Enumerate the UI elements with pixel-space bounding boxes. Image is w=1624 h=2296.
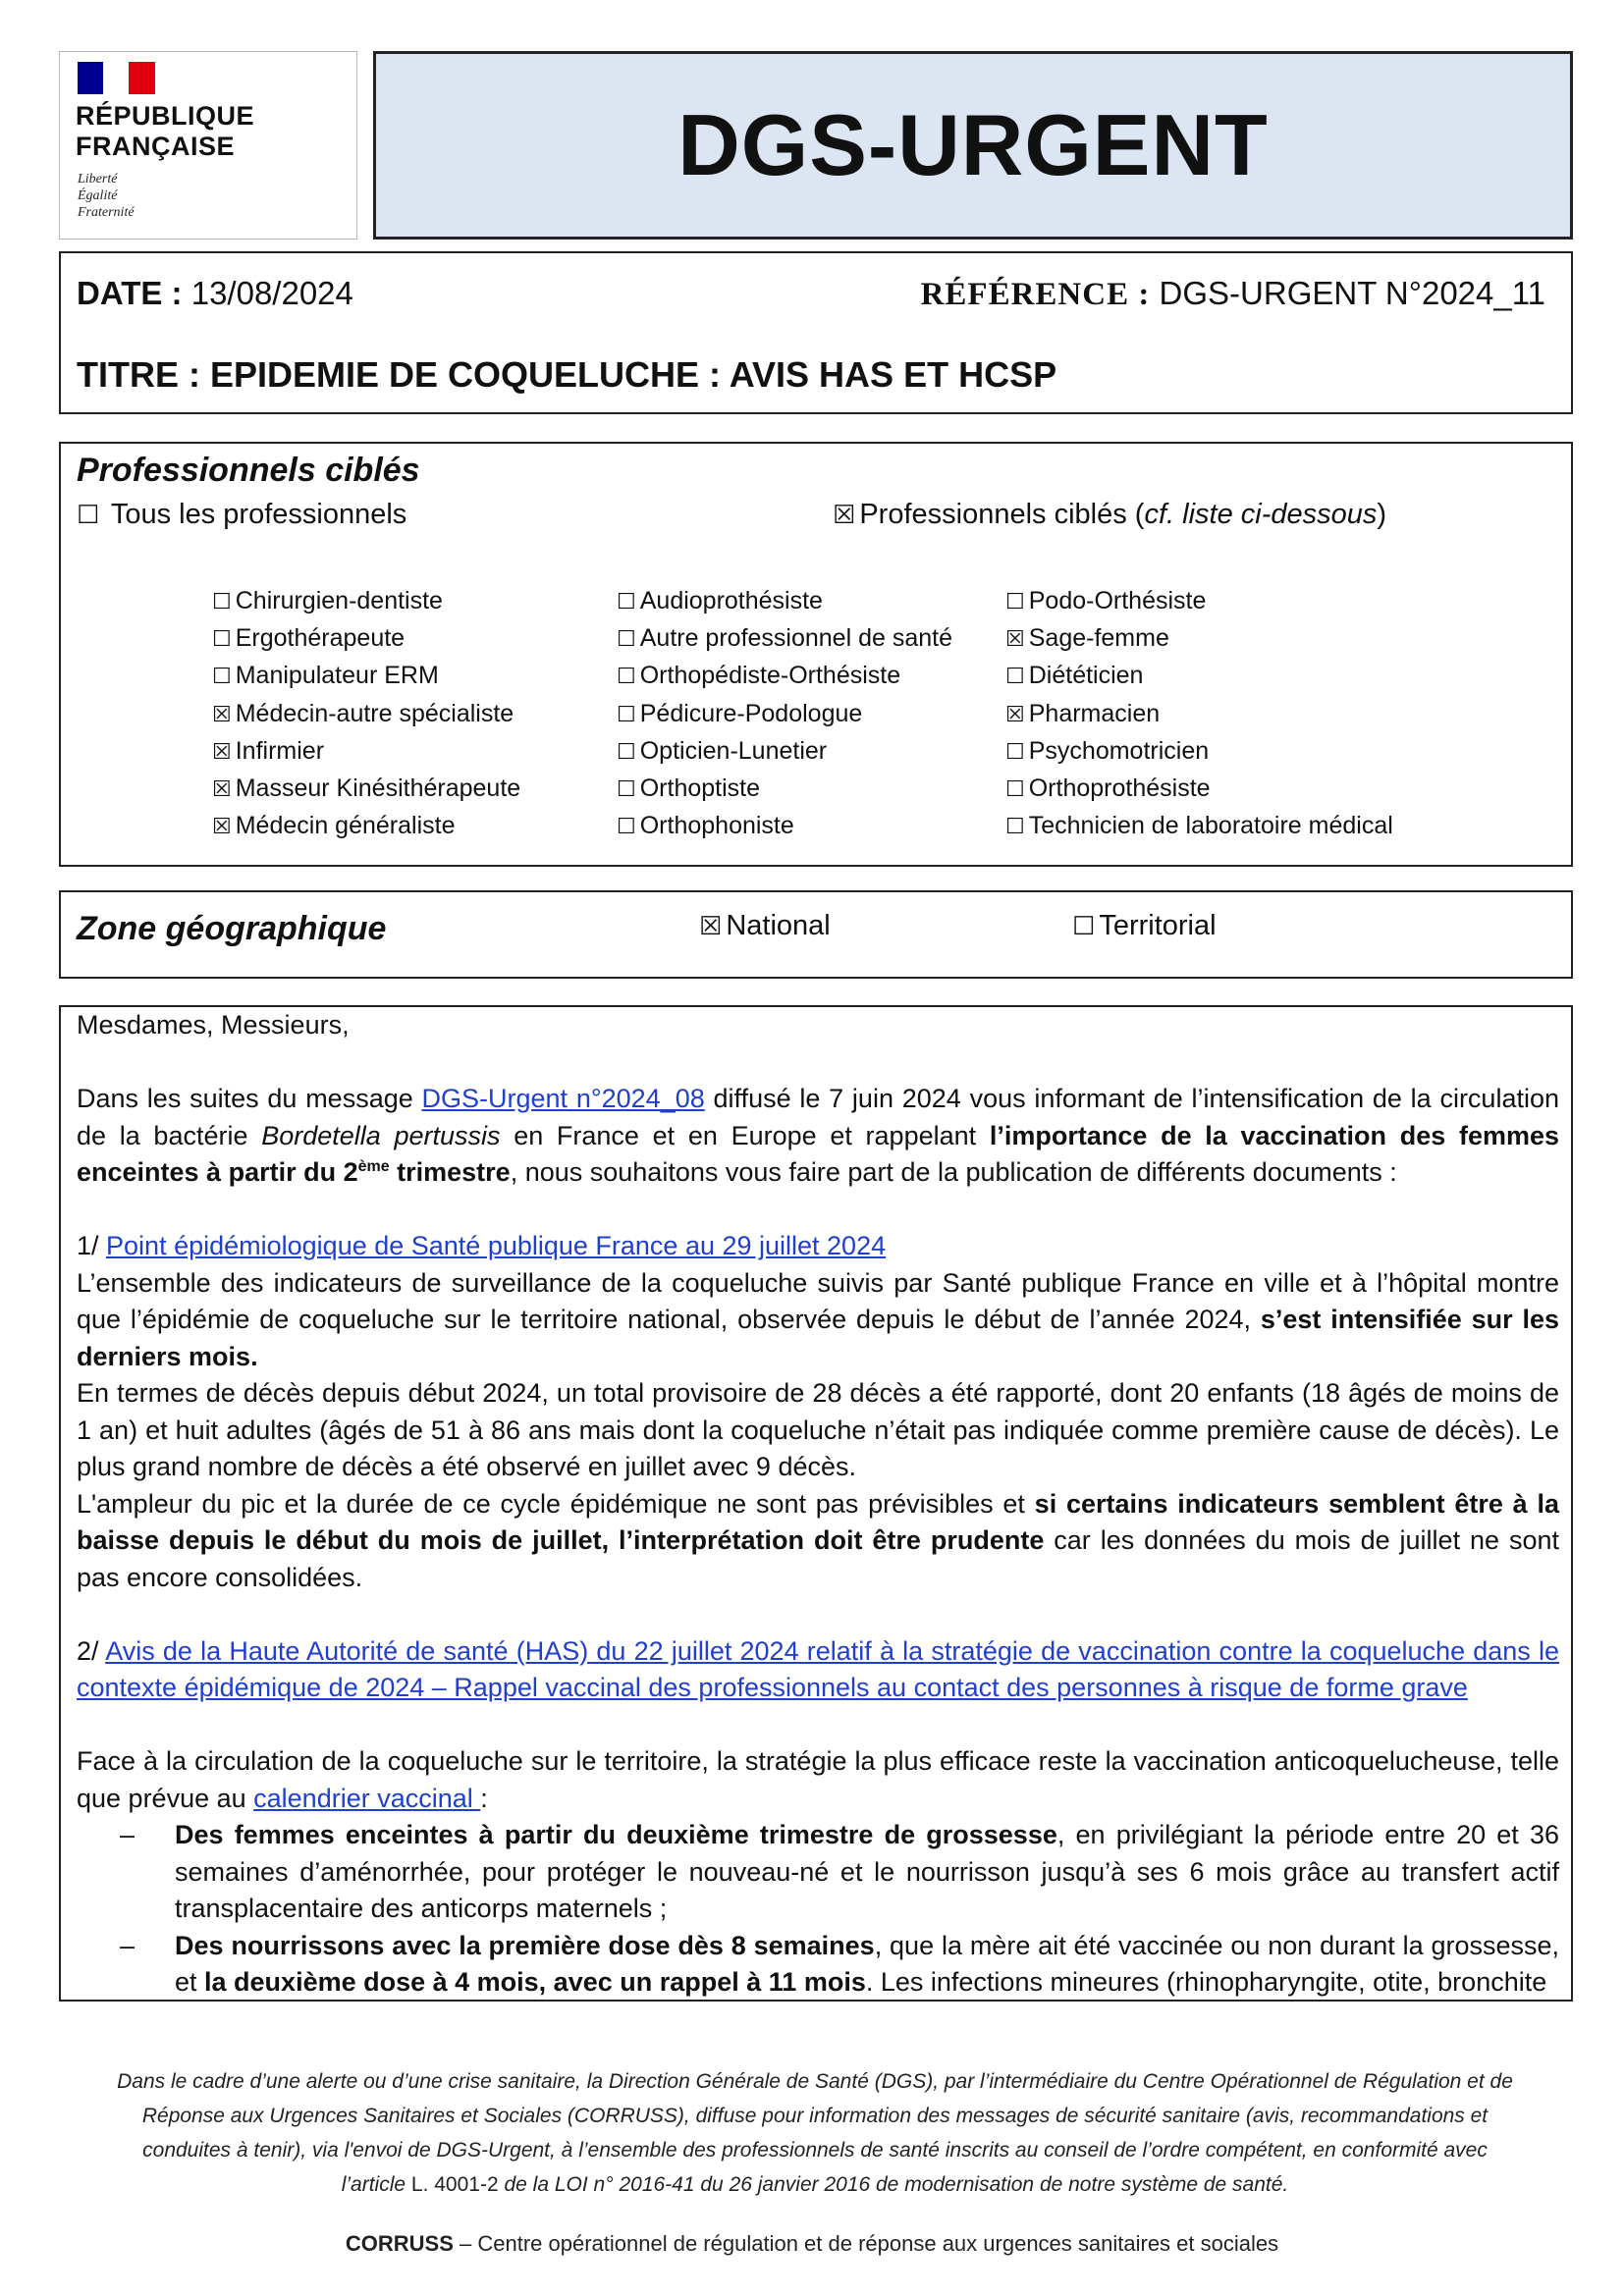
- option-label: Professionnels ciblés (: [859, 499, 1145, 530]
- profession-item: [212, 696, 520, 733]
- profession-item: [1005, 808, 1393, 845]
- profession-label: Diététicien: [1028, 662, 1144, 690]
- profession-item: [617, 583, 952, 620]
- logo-line-2: FRANÇAISE: [76, 132, 236, 161]
- profession-label: Médecin-autre spécialiste: [235, 699, 514, 727]
- avis-has-link[interactable]: Avis de la Haute Autorité de santé (HAS) du 22 juillet 2024 relatif à la stratégie de vaccination contre la coqueluche dans le contexte épidémique de 2024 – Rappel vaccinal des professionnels au contact des personnes à risque de forme grave: [77, 1635, 1560, 1702]
- checkbox-unchecked-icon: ☐: [1005, 739, 1025, 765]
- profession-item: [617, 696, 952, 733]
- option-label-close: ): [1377, 499, 1387, 530]
- checkbox-unchecked-icon: ☐: [1005, 590, 1025, 614]
- profession-label: Opticien-Lunetier: [639, 736, 828, 765]
- date-line: [77, 275, 353, 312]
- profession-item: [617, 620, 952, 658]
- footer-disclaimer: [108, 2064, 1522, 2202]
- checkbox-unchecked-icon: ☐: [617, 590, 636, 614]
- option-territorial: [1072, 910, 1217, 942]
- profession-label: Orthoptiste: [639, 774, 761, 803]
- document-title: TITRE : EPIDEMIE DE COQUELUCHE : AVIS HAS ET HCSP: [77, 354, 1057, 395]
- profession-item: [1005, 583, 1393, 620]
- intro-paragraph: [77, 1081, 1559, 1192]
- checkbox-checked-icon: ☒: [212, 815, 232, 840]
- section-number: 2/: [77, 1635, 106, 1666]
- section-1-paragraph-2: En termes de décès depuis début 2024, un total provisoire de 28 décès a été rapporté, dont 20 enfants (18 âgés de moins de 1 an) et huit adultes (âgés de 51 à 86 ans mais dont la coqueluche n’était pas indiquée comme première cause de décès). Le plus grand nombre de décès a été observé en juillet avec 9 décès.: [77, 1378, 1559, 1481]
- reference-value: DGS-URGENT N°2024_11: [1159, 275, 1545, 311]
- corruss-acronym: CORRUSS: [345, 2231, 454, 2256]
- profession-label: Technicien de laboratoire médical: [1028, 812, 1393, 840]
- checkbox-unchecked-icon: ☐: [212, 627, 232, 653]
- profession-item: [1005, 658, 1393, 695]
- checkbox-unchecked-icon: ☐: [617, 627, 636, 653]
- emphasis: trimestre: [389, 1157, 511, 1187]
- checkbox-unchecked-icon: ☐: [1005, 777, 1025, 803]
- section-1-paragraph-1: [77, 1265, 1559, 1376]
- emphasis: s’est intensifiée sur les derniers mois.: [77, 1305, 1560, 1371]
- profession-item: [617, 733, 952, 771]
- checkbox-unchecked-icon: ☐: [1072, 912, 1096, 941]
- zone-box: [59, 890, 1573, 979]
- text: , que la mère ait été vaccinée ou non durant la grossesse, et: [175, 1930, 1559, 1997]
- profession-label: Chirurgien-dentiste: [235, 587, 443, 614]
- professions-column-2: [617, 583, 952, 845]
- article-reference: L. 4001-2: [410, 2173, 499, 2196]
- profession-label: Ergothérapeute: [235, 624, 406, 653]
- message-body-box: [59, 1005, 1573, 2002]
- checkbox-checked-icon: ☒: [212, 702, 232, 727]
- profession-label: Autre professionnel de santé: [639, 624, 952, 653]
- checkbox-unchecked-icon: ☐: [1005, 665, 1025, 690]
- corruss-description: – Centre opérationnel de régulation et de réponse aux urgences sanitaires et sociales: [453, 2231, 1279, 2256]
- checkbox-checked-icon: ☒: [833, 501, 856, 530]
- checkbox-unchecked-icon: ☐: [1005, 815, 1025, 840]
- message-body: [77, 1007, 1559, 2002]
- professionnels-box: [59, 442, 1573, 867]
- republique-francaise-logo: [59, 51, 357, 240]
- superscript: ème: [357, 1158, 390, 1175]
- profession-label: Sage-femme: [1028, 624, 1169, 653]
- profession-item: [212, 733, 520, 771]
- checkbox-unchecked-icon: ☐: [617, 815, 636, 840]
- profession-label: Audioprothésiste: [639, 587, 823, 614]
- text: L'ampleur du pic et la durée de ce cycle épidémique ne sont pas prévisibles et: [77, 1488, 1035, 1519]
- emphasis: Des nourrissons avec la première dose dès 8 semaines: [175, 1930, 875, 1960]
- checkbox-unchecked-icon: ☐: [212, 665, 232, 690]
- checkbox-unchecked-icon: ☐: [617, 777, 636, 803]
- professionnels-title: Professionnels ciblés: [77, 452, 420, 489]
- profession-label: Psychomotricien: [1028, 736, 1210, 765]
- logo-motto-2: Égalité: [78, 188, 118, 203]
- text: L’ensemble des indicateurs de surveillance de la coqueluche suivis par Santé publique France en ville et à l’hôpital montre que l’épidémie de coqueluche sur le territoire national, observée depuis le début de l’année 2024,: [77, 1267, 1559, 1334]
- profession-label: Orthophoniste: [639, 812, 794, 840]
- section-number: 1/: [77, 1231, 107, 1260]
- bacteria-name: Bordetella pertussis: [261, 1120, 501, 1150]
- checkbox-checked-icon: ☒: [212, 777, 232, 803]
- date-label: DATE :: [77, 275, 183, 311]
- footer-corruss: [0, 2231, 1624, 2257]
- text: Face à la circulation de la coqueluche sur le territoire, la stratégie la plus efficace reste la vaccination anticoqueluche: [77, 1746, 1453, 1776]
- profession-label: Masseur Kinésithérapeute: [235, 774, 521, 803]
- profession-label: Infirmier: [235, 736, 325, 765]
- profession-item: [212, 808, 520, 845]
- profession-label: Pédicure-Podologue: [639, 699, 863, 727]
- text: , en privilégiant la période entre 20 et 36 semaines d’aménorrhée, pour protéger le nouveau-né et le nourrisson jusqu’à ses 6 mois grâce au transfert actif transplacentaire des anticorps maternels ;: [175, 1820, 1559, 1923]
- checkbox-unchecked-icon: ☐: [212, 590, 232, 614]
- date-value: 13/08/2024: [190, 275, 353, 311]
- profession-label: Manipulateur ERM: [235, 662, 439, 690]
- reference-line: [921, 275, 1545, 313]
- text: Dans le cadre d’une alerte ou d’une crise sanitaire, la Direction Générale de Santé (DGS), par l’intermédiaire du Centre Opérationnel de Régulation et de Réponse aux Urgences Sanitaires et Sociales (CORRUSS), diffuse pour information des messages de sécurité sanitaire (avis, recommandations et conduites à tenir), via l'envoi de DGS-Urgent, à l’ensemble des professionnels de santé inscrits au conseil de l’ordre compétent, en conformité avec l’article: [117, 2070, 1513, 2196]
- checkbox-checked-icon: ☒: [699, 912, 723, 941]
- checkbox-checked-icon: ☒: [1005, 627, 1025, 653]
- profession-item: [1005, 696, 1393, 733]
- professions-column-3: [1005, 583, 1393, 845]
- option-label: National: [726, 910, 831, 941]
- text: en France et en Europe et rappelant: [500, 1120, 990, 1150]
- logo-motto-1: Liberté: [78, 172, 118, 187]
- checkbox-unchecked-icon: ☐: [617, 739, 636, 765]
- header-box: [59, 251, 1573, 414]
- text: . Les infections mineures (rhinopharyngite, otite, bronchite: [865, 1967, 1547, 1997]
- banner-title: DGS-URGENT: [677, 96, 1269, 193]
- text: de la: [498, 2173, 555, 2196]
- option-label: Territorial: [1099, 910, 1217, 941]
- dgs-urgent-banner: [373, 51, 1573, 240]
- checkbox-checked-icon: ☒: [1005, 702, 1025, 727]
- calendrier-vaccinal-link[interactable]: calendrier vaccinal: [253, 1783, 481, 1813]
- option-professionnels-cibles: [833, 499, 1386, 531]
- vaccination-list: [77, 1817, 1559, 2002]
- logo-motto-3: Fraternité: [78, 205, 135, 220]
- emphasis: Des femmes enceintes à partir du deuxième trimestre de grossesse: [175, 1820, 1057, 1849]
- zone-title: Zone géographique: [77, 910, 387, 947]
- checkbox-unchecked-icon: ☐: [617, 665, 636, 690]
- dash-bullet-icon: –: [120, 1930, 135, 1960]
- law-reference: LOI n° 2016-41 du 26 janvier 2016 de modernisation de notre système de santé.: [554, 2173, 1289, 2196]
- option-tous-professionnels: [77, 499, 406, 531]
- checkbox-checked-icon: ☒: [212, 739, 232, 765]
- reference-label: RÉFÉRENCE :: [920, 277, 1151, 312]
- logo-line-1: RÉPUBLIQUE: [76, 101, 255, 131]
- profession-label: Médecin généraliste: [235, 812, 456, 840]
- emphasis: l’importance de la vaccination des femmes enceintes à partir du 2: [77, 1120, 1560, 1187]
- profession-item: [212, 620, 520, 658]
- profession-label: Orthoprothésiste: [1028, 774, 1211, 803]
- text: , nous souhaitons vous faire part de la publication de différents documents :: [510, 1157, 1397, 1187]
- text: use, telle que prévue au: [77, 1746, 1559, 1813]
- professions-column-1: [212, 583, 520, 845]
- text: car les données du mois de juillet ne sont pas encore consolidées.: [77, 1525, 1559, 1592]
- option-label-italic: cf. liste ci-dessous: [1144, 499, 1378, 530]
- list-item: [77, 1928, 1559, 2002]
- profession-item: [617, 808, 952, 845]
- profession-item: [212, 771, 520, 808]
- dash-bullet-icon: –: [120, 1820, 135, 1849]
- emphasis: si certains indicateurs semblent être à la baisse depuis le début du mois de juillet, l’interprétation doit être prudente: [77, 1488, 1559, 1555]
- french-flag-icon: [78, 62, 155, 94]
- text: diffusé le 7 juin 2024 vous informant de l’intensification de la circulation de la bactérie: [77, 1084, 1559, 1150]
- checkbox-unchecked-icon: ☐: [77, 501, 100, 530]
- profession-label: Pharmacien: [1028, 699, 1161, 727]
- text: Dans les suites du message: [77, 1084, 422, 1113]
- point-epidemiologique-link[interactable]: Point épidémiologique de Santé publique France au 29 juillet 2024: [106, 1231, 887, 1260]
- text: :: [480, 1783, 488, 1813]
- profession-label: Podo-Orthésiste: [1028, 587, 1207, 614]
- greeting: Mesdames, Messieurs,: [77, 1010, 350, 1040]
- profession-item: [1005, 771, 1393, 808]
- section-2-paragraph-1: [77, 1743, 1559, 1817]
- section-2-heading: [77, 1633, 1559, 1707]
- profession-item: [212, 583, 520, 620]
- checkbox-unchecked-icon: ☐: [617, 702, 636, 727]
- section-1-heading: [77, 1228, 1559, 1265]
- profession-item: [617, 658, 952, 695]
- profession-item: [212, 658, 520, 695]
- profession-item: [1005, 620, 1393, 658]
- profession-item: [617, 771, 952, 808]
- list-item: [77, 1817, 1559, 1928]
- profession-item: [1005, 733, 1393, 771]
- option-label: Tous les professionnels: [110, 499, 407, 530]
- profession-label: Orthopédiste-Orthésiste: [639, 662, 901, 690]
- dgs-urgent-2024-08-link[interactable]: DGS-Urgent n°2024_08: [421, 1084, 705, 1113]
- emphasis: la deuxième dose à 4 mois, avec un rappel à 11 mois: [204, 1967, 866, 1997]
- option-national: [699, 910, 831, 942]
- section-1-paragraph-3: [77, 1486, 1559, 1597]
